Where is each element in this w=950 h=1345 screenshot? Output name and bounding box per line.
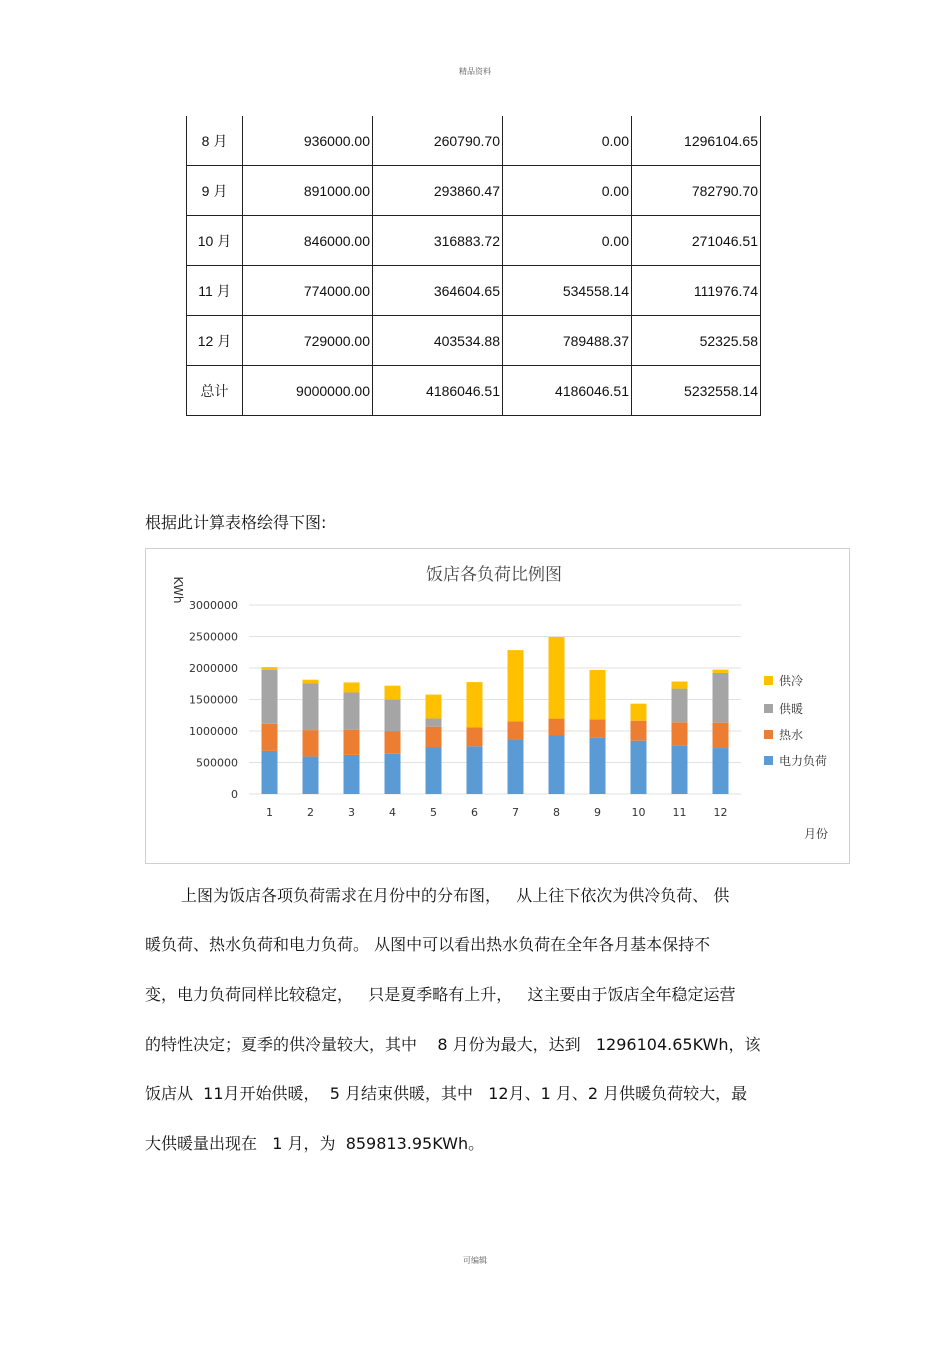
bar-power — [262, 751, 278, 794]
chart-title: 饭店各负荷比例图 — [426, 565, 562, 585]
y-tick-label: 0 — [231, 788, 238, 801]
chart-svg — [146, 549, 849, 863]
bar-hotwater — [385, 731, 401, 754]
value-cell: 789488.37 — [503, 316, 632, 366]
bar-cooling — [467, 682, 483, 727]
table-row — [187, 116, 761, 166]
bar-hotwater — [303, 730, 319, 756]
legend-swatch — [764, 730, 773, 739]
bar-power — [426, 748, 442, 794]
bar-cooling — [508, 650, 524, 721]
bar-heating — [672, 689, 688, 723]
value-cell: 534558.14 — [503, 266, 632, 316]
x-tick-label: 11 — [672, 806, 687, 819]
value-cell: 364604.65 — [373, 266, 503, 316]
value-cell: 936000.00 — [243, 116, 373, 166]
load-table — [186, 116, 761, 416]
value-cell: 4186046.51 — [373, 366, 503, 416]
value-cell: 4186046.51 — [503, 366, 632, 416]
value-cell: 0.00 — [503, 116, 632, 166]
paragraph-line: 变，电力负荷同样比较稳定， 只是夏季略有上升， 这主要由于饭店全年稳定运营 — [145, 985, 736, 1004]
x-tick-label: 8 — [553, 806, 560, 819]
y-tick-label: 1000000 — [189, 725, 238, 738]
month-cell: 总计 — [187, 366, 243, 416]
x-tick-label: 7 — [512, 806, 519, 819]
legend-swatch — [764, 704, 773, 713]
bar-cooling — [262, 667, 278, 670]
bar-hotwater — [590, 719, 606, 738]
bar-heating — [713, 673, 729, 723]
bar-heating — [262, 670, 278, 724]
bar-power — [631, 741, 647, 794]
bar-heating — [303, 683, 319, 730]
bar-hotwater — [549, 719, 565, 735]
paragraph-line: 上图为饭店各项负荷需求在月份中的分布图， 从上往下依次为供冷负荷、 供 — [181, 886, 730, 905]
page-footer: 可编辑 — [463, 1256, 487, 1265]
value-cell: 293860.47 — [373, 166, 503, 216]
legend-label: 供暖 — [779, 702, 804, 716]
value-cell: 111976.74 — [632, 266, 761, 316]
bar-heating — [426, 719, 442, 727]
bar-cooling — [549, 637, 565, 719]
bar-power — [590, 738, 606, 794]
bar-cooling — [713, 670, 729, 673]
bar-hotwater — [467, 727, 483, 746]
bar-cooling — [303, 680, 319, 684]
value-cell: 891000.00 — [243, 166, 373, 216]
x-tick-label: 4 — [389, 806, 396, 819]
paragraph-line: 大供暖量出现在 1 月，为 859813.95KWh。 — [145, 1134, 485, 1153]
bar-power — [549, 735, 565, 794]
bar-hotwater — [713, 723, 729, 748]
paragraph-line: 饭店从 11月开始供暖， 5 月结束供暖，其中 12月、1 月、2 月供暖负荷较大，最 — [145, 1084, 748, 1103]
month-cell: 10 月 — [187, 216, 243, 266]
bar-hotwater — [631, 721, 647, 741]
bar-heating — [344, 693, 360, 730]
value-cell: 5232558.14 — [632, 366, 761, 416]
legend-label: 电力负荷 — [779, 754, 828, 768]
bar-cooling — [631, 704, 647, 721]
bar-heating — [385, 700, 401, 732]
x-tick-label: 2 — [307, 806, 314, 819]
x-tick-label: 10 — [631, 806, 646, 819]
x-tick-label: 12 — [713, 806, 728, 819]
month-cell: 9 月 — [187, 166, 243, 216]
legend-label: 热水 — [779, 728, 804, 742]
value-cell: 316883.72 — [373, 216, 503, 266]
table-row — [187, 316, 761, 366]
legend-label: 供冷 — [779, 674, 804, 688]
value-cell: 774000.00 — [243, 266, 373, 316]
bar-power — [713, 748, 729, 794]
value-cell: 9000000.00 — [243, 366, 373, 416]
bar-power — [303, 757, 319, 794]
month-cell: 12 月 — [187, 316, 243, 366]
bar-power — [385, 754, 401, 794]
bar-hotwater — [344, 730, 360, 755]
x-tick-label: 6 — [471, 806, 478, 819]
bar-power — [508, 740, 524, 794]
bar-cooling — [385, 686, 401, 700]
x-tick-label: 1 — [266, 806, 273, 819]
y-tick-label: 2500000 — [189, 630, 238, 644]
legend-swatch — [764, 756, 773, 765]
y-axis-label: KWh — [171, 576, 185, 604]
paragraph-line: 暖负荷、热水负荷和电力负荷。 从图中可以看出热水负荷在全年各月基本保持不 — [145, 935, 711, 954]
page-header: 精品资料 — [459, 67, 491, 76]
value-cell: 782790.70 — [632, 166, 761, 216]
table-row — [187, 216, 761, 266]
bar-cooling — [590, 670, 606, 719]
legend-swatch — [764, 676, 773, 685]
value-cell: 271046.51 — [632, 216, 761, 266]
load-ratio-chart — [145, 548, 850, 864]
table-row — [187, 166, 761, 216]
value-cell: 729000.00 — [243, 316, 373, 366]
y-tick-label: 3000000 — [189, 599, 238, 612]
chart-intro-text: 根据此计算表格绘得下图: — [145, 513, 327, 532]
paragraph-line: 的特性决定；夏季的供冷量较大，其中 8 月份为最大，达到 1296104.65KWh，该 — [145, 1035, 761, 1054]
value-cell: 846000.00 — [243, 216, 373, 266]
bar-cooling — [426, 695, 442, 719]
value-cell: 0.00 — [503, 216, 632, 266]
bar-power — [344, 755, 360, 794]
bar-power — [467, 746, 483, 794]
y-tick-label: 500000 — [196, 756, 238, 770]
x-tick-label: 3 — [348, 806, 355, 819]
value-cell: 403534.88 — [373, 316, 503, 366]
x-tick-label: 9 — [594, 806, 601, 819]
value-cell: 52325.58 — [632, 316, 761, 366]
x-axis-label: 月份 — [803, 827, 829, 841]
table-row — [187, 366, 761, 416]
x-tick-label: 5 — [430, 806, 437, 819]
value-cell: 0.00 — [503, 166, 632, 216]
bar-cooling — [672, 682, 688, 689]
bar-hotwater — [672, 722, 688, 745]
y-tick-label: 1500000 — [189, 693, 238, 707]
month-cell: 11 月 — [187, 266, 243, 316]
value-cell: 1296104.65 — [632, 116, 761, 166]
table-row — [187, 266, 761, 316]
month-cell: 8 月 — [187, 116, 243, 166]
bar-hotwater — [262, 724, 278, 751]
bar-power — [672, 745, 688, 794]
y-tick-label: 2000000 — [189, 662, 238, 675]
bar-cooling — [344, 682, 360, 692]
bar-hotwater — [426, 727, 442, 748]
bar-hotwater — [508, 721, 524, 739]
value-cell: 260790.70 — [373, 116, 503, 166]
